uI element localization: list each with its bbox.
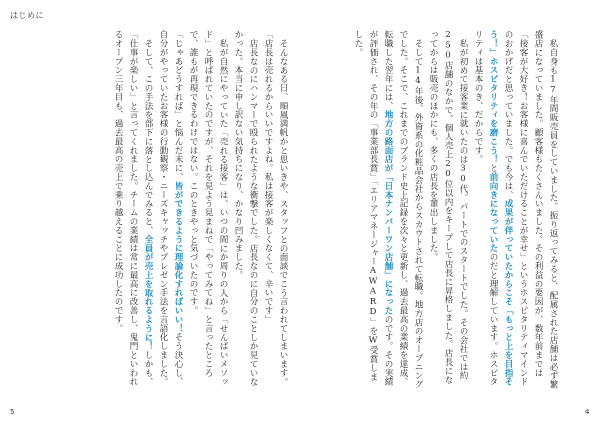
text-run: 「じゃあどうすれば」と悩んだ末に、	[173, 30, 183, 182]
text-run: しかも、「仕事が楽しい」と言ってくれました。チームの業績は常に最高に改善し、鬼門といわれるオープン三年目も、過去最高の売上で乗り越えることに成功したのです。	[113, 30, 153, 386]
right-page	[310, 30, 560, 402]
highlighted-text: 皆ができるように理論化すればいい！	[173, 181, 183, 333]
paragraph	[350, 30, 425, 390]
page-number-left: 5	[10, 408, 15, 416]
left-page-text	[80, 30, 290, 390]
left-page	[80, 30, 290, 402]
paragraph	[155, 30, 185, 390]
text-run: そう決心し、自分がやっていたお客様の行動観察・ニーズキャッチやプレゼン手法を言語化しました。	[158, 30, 183, 387]
text-run: そして14年後、外資系の化粧品会社からスカウトされて転職。地方店のオープニングでした。そこで、これまでのブランド史上記録を次々と更新し、過去最高の業績を達成。転職した翌年には、	[383, 30, 423, 389]
page-number-right: 4	[585, 408, 590, 416]
highlighted-text: 全員が売上を取れるように！	[143, 234, 153, 351]
paragraph: そんなある日、順風満帆かと思いきや、スタッフとの面談でこう言われてしまいます。	[278, 38, 288, 386]
text-run: そして、この手法を部下に落とし込んでみると、	[143, 38, 153, 235]
paragraph	[110, 30, 155, 390]
text-run: と	[488, 163, 498, 173]
highlighted-text: 成果が伴っていたからこそ「もっと上を目指そう！」ホスピタリティを磨こう！	[488, 30, 513, 387]
text-run: のだと理解しています。ホスピタリティは基本のき、だからです。	[473, 30, 498, 387]
right-page-text	[310, 30, 560, 390]
paragraph: 私が初めて接客業に就いたのは30代。パートでのスタートでした。その会社では約250店舗のなかで、個人売上20位以内をキープして店長に昇格しました。店長になってからは販売のほかにも、多くの店長を輩出しました。	[428, 30, 468, 385]
text-run: のです。その実績が評価され、その年の「事業部長賞」「エリアマネージャーAWARD」をW受賞しました。	[353, 30, 393, 387]
highlighted-text: 前向きになっていた	[488, 172, 498, 253]
text-run: 私自身も17年間販売員をしていました。振り返ってみると、配属された店舗は必ず繁盛店になっていました。顧客様もたくさんいました。その利益の要因が、数年前までは「接客が大好き！お客様に喜んでいただけることが幸せ」というホスピタリティマインドのおかげだと思っていました。でも今は、	[503, 30, 558, 389]
quote-paragraph: 「店長は売れるからいいですよね。私は接客が楽しくなくて、辛いです」	[263, 30, 273, 324]
highlighted-text: 地方の路面店が「日本ナンバーワン店舗」になった	[383, 110, 393, 315]
paragraph: 私が自然にやっていた「売れる接客」は、いつの間にか周りの人から「せんぱいメソッド」と呼ばれていたのですが、それを見よう見まねで「やってみてね」と言ったところで、誰もが再現できるわけではない。このときやっと気づいたのです。	[188, 30, 228, 386]
paragraph: 店長なのにハンマーで殴られたような衝撃でした。店長なのに自分のことしか見ていなかった。本当に申し訳ない気持ちになり、かなり凹みました。	[233, 30, 258, 386]
chapter-header: はじめに	[10, 11, 44, 20]
paragraph	[470, 30, 560, 390]
